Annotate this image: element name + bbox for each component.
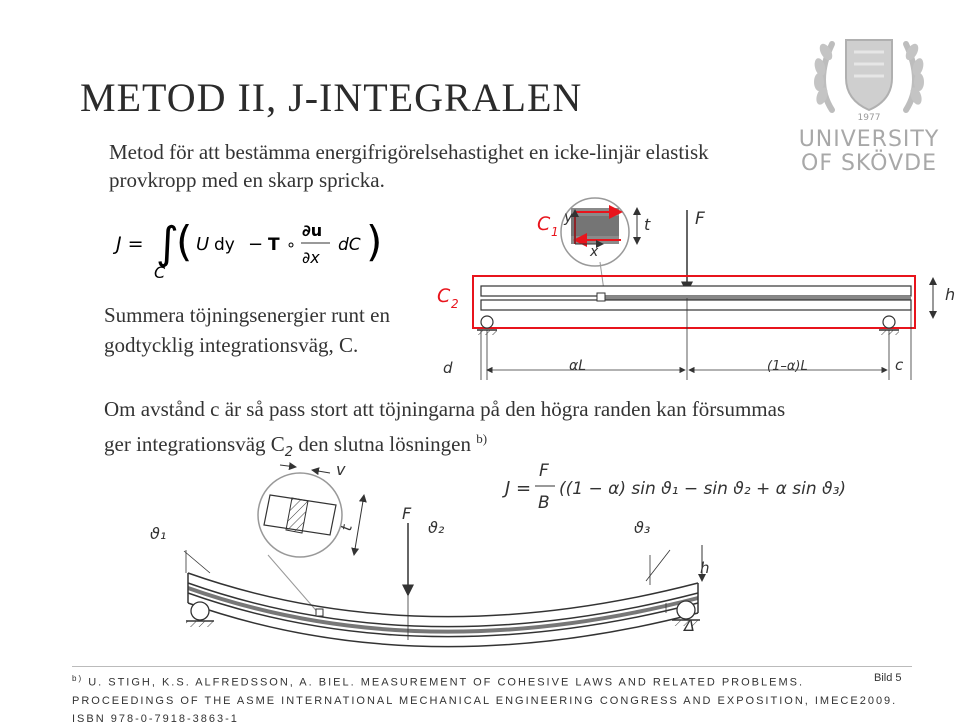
crest-icon <box>784 22 954 177</box>
formula2-body: ((1 − α) sin ϑ₁ − sin ϑ₂ + α sin ϑ₃) <box>559 479 847 499</box>
formula2-lhs: J = <box>505 478 532 499</box>
left-support-bottom <box>186 602 214 627</box>
formula1-circ: ∘ <box>286 235 297 254</box>
university-logo <box>784 22 954 177</box>
label-h: h <box>945 285 956 304</box>
logo-line1: UNIVERSITY <box>798 127 940 152</box>
formula1-dC: dC <box>338 235 361 255</box>
adhesive-layer <box>601 296 911 300</box>
formula1-U: U <box>196 234 210 255</box>
footer-reference <box>72 670 912 728</box>
om-line-2-ref: b) <box>476 431 488 446</box>
label-alphaL: αL <box>569 358 587 374</box>
deformed-beam-diagram <box>150 455 750 655</box>
label-c1-sub: 1 <box>551 225 559 239</box>
intro-line-2: provkropp med en skarp spricka. <box>109 168 385 192</box>
label-F: F <box>695 209 705 229</box>
label-c: c <box>895 356 904 374</box>
lower-adherend <box>481 300 911 310</box>
formula2-numerator: F <box>539 461 549 481</box>
summera-paragraph <box>104 300 390 360</box>
intro-paragraph <box>109 138 789 194</box>
label-F-bottom: F <box>402 504 412 523</box>
upper-adherend <box>481 286 911 296</box>
label-c2: C <box>437 285 451 307</box>
formula2-denominator: B <box>538 493 550 513</box>
formula1-numerator: ∂u <box>302 221 323 240</box>
integral-sign: ∫ <box>156 218 179 269</box>
formula1-minus: − <box>248 234 264 255</box>
label-y: y <box>564 208 573 226</box>
footer-line-3: ISBN 978-0-7918-3863-1 <box>72 712 239 725</box>
logo-year: 1977 <box>857 113 881 123</box>
right-paren: ) <box>366 217 383 266</box>
label-one-minus-alphaL: (1–α)L <box>767 359 808 374</box>
label-t: t <box>644 215 651 234</box>
om-line-2-sub: 2 <box>284 445 294 461</box>
om-line-1: Om avstånd c är så pass stort att töjningarna på den högra randen kan försummas <box>104 397 786 421</box>
label-x: x <box>590 244 599 260</box>
label-d: d <box>443 359 453 377</box>
om-line-2a: ger integrationsväg C <box>104 432 285 456</box>
summera-line-2: godtycklig integrationsväg, C. <box>104 333 359 357</box>
om-line-2b: den slutna lösningen <box>293 432 477 456</box>
j-integral-formula <box>108 208 408 288</box>
intro-line-1: Metod för att bestämma energifrigörelsehastighet en icke-linjär elastisk <box>109 140 709 164</box>
left-paren: ( <box>176 217 193 266</box>
formula1-T: T <box>268 235 280 255</box>
formula1-denominator: ∂x <box>302 248 320 267</box>
label-theta3: ϑ₃ <box>634 518 651 537</box>
label-c2-sub: 2 <box>451 297 459 311</box>
footer-line-1 <box>72 670 912 692</box>
label-h-bottom: h <box>700 559 710 577</box>
formula1-dy: dy <box>214 235 235 255</box>
label-c1: C <box>537 213 551 235</box>
label-theta1: ϑ₁ <box>150 524 167 543</box>
beam-diagram-top <box>425 190 960 385</box>
formula1-lhs: J = <box>116 233 144 255</box>
slide-title: METOD II, J-INTEGRALEN <box>80 75 583 120</box>
footer-line-1-text: U. STIGH, K.S. ALFREDSSON, A. BIEL. MEASUREMENT OF COHESIVE LAWS AND RELATED PROBLEMS. <box>88 676 804 689</box>
label-delta: Δ <box>684 616 695 635</box>
integral-subscript: C <box>154 263 166 282</box>
label-v: v <box>336 460 346 479</box>
crack-tip-marker <box>597 293 605 301</box>
label-theta2: ϑ₂ <box>428 518 445 537</box>
label-t-bottom: t <box>337 523 356 533</box>
footer-line-2: PROCEEDINGS OF THE ASME INTERNATIONAL MECHANICAL ENGINEERING CONGRESS AND EXPOSITION, IMECE2009. <box>72 694 898 707</box>
footer-ref-mark: b) <box>72 674 84 683</box>
logo-line2: OF SKÖVDE <box>801 151 937 176</box>
slide-number: Bild 5 <box>874 672 902 684</box>
summera-line-1: Summera töjningsenergier runt en <box>104 303 390 327</box>
footer-divider <box>72 666 912 667</box>
